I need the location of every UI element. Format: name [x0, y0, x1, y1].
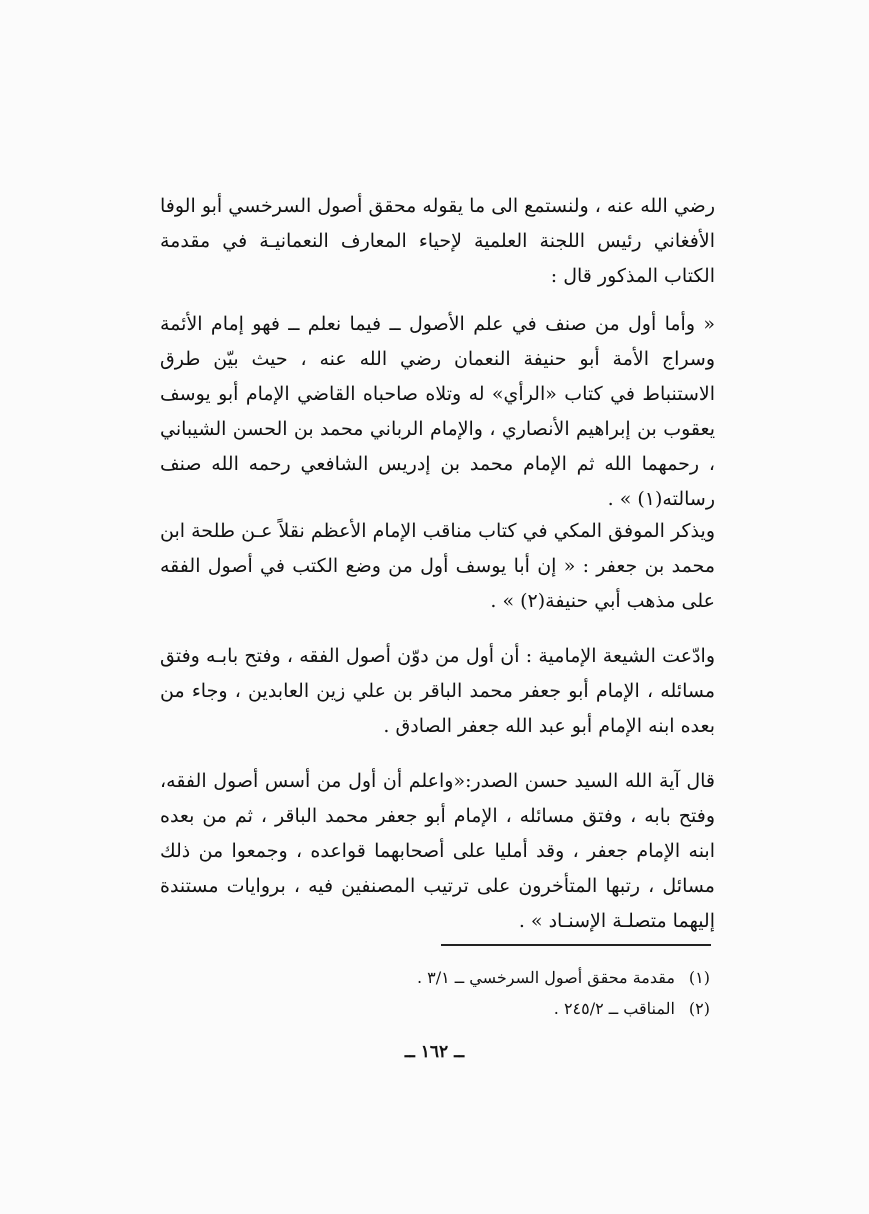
- paragraph-3: ويذكر الموفق المكي في كتاب مناقب الإمام الأعظم نقلاً عـن طلحة ابن محمد بن جعفر : « إن أبا يوسف أول من وضع الكتب في أصول الفقه على مذهب أبي حنيفة(٢) » .: [160, 520, 715, 612]
- paragraph-4: وادّعت الشيعة الإمامية : أن أول من دوّن أصول الفقه ، وفتح بابـه وفتق مسائله ، الإمام أبو جعفر محمد الباقر بن علي زين العابدين ، وجاء من بعده ابنه الإمام أبو عبد الله جعفر الصادق .: [160, 645, 715, 737]
- footnote-text: مقدمة محقق أصول السرخسي ــ ٣/١ .: [416, 968, 675, 987]
- footnote-text: المناقب ــ ٢٤٥/٢ .: [553, 999, 675, 1018]
- paragraph-1: رضي الله عنه ، ولنستمع الى ما يقوله محقق أصول السرخسي أبو الوفا الأفغاني رئيس اللجنة العلمية لإحياء المعارف النعمانيـة في مقدمة الكتاب المذكور قال :: [160, 195, 715, 287]
- footnote-number: (٢): [688, 999, 710, 1018]
- footnote-1: [160, 962, 710, 993]
- paragraph-2: « وأما أول من صنف في علم الأصول ــ فيما نعلم ــ فهو إمام الأئمة وسراج الأمة أبو حنيفة النعمان رضي الله عنه ، حيث بيّن طرق الاستنباط في كتاب «الرأي» له وتلاه صاحباه القاضي الإمام أبو يوسف يعقوب بن إبراهيم الأنصاري ، والإمام الرباني محمد بن الحسن الشيباني ، رحمهما الله ثم الإمام محمد بن إدريس الشافعي رحمه الله صنف رسالته(١) » .: [160, 313, 715, 510]
- footnote-2: [160, 993, 710, 1024]
- footnote-number: (١): [688, 968, 710, 987]
- footnote-separator: [441, 944, 711, 946]
- footnotes: [160, 962, 710, 1024]
- page-number: ــ ١٦٢ ــ: [404, 1042, 465, 1062]
- paragraph-5: قال آية الله السيد حسن الصدر:«واعلم أن أول من أسس أصول الفقه، وفتح بابه ، وفتق مسائله ، الإمام أبو جعفر محمد الباقر ، ثم من بعده ابنه الإمام جعفر ، وقد أمليا على أصحابهما قواعده ، وجمعوا من ذلك مسائل ، رتبها المتأخرون على ترتيب المصنفين فيه ، بروايات مستندة إليهما متصلـة الإسنـاد » .: [160, 770, 715, 932]
